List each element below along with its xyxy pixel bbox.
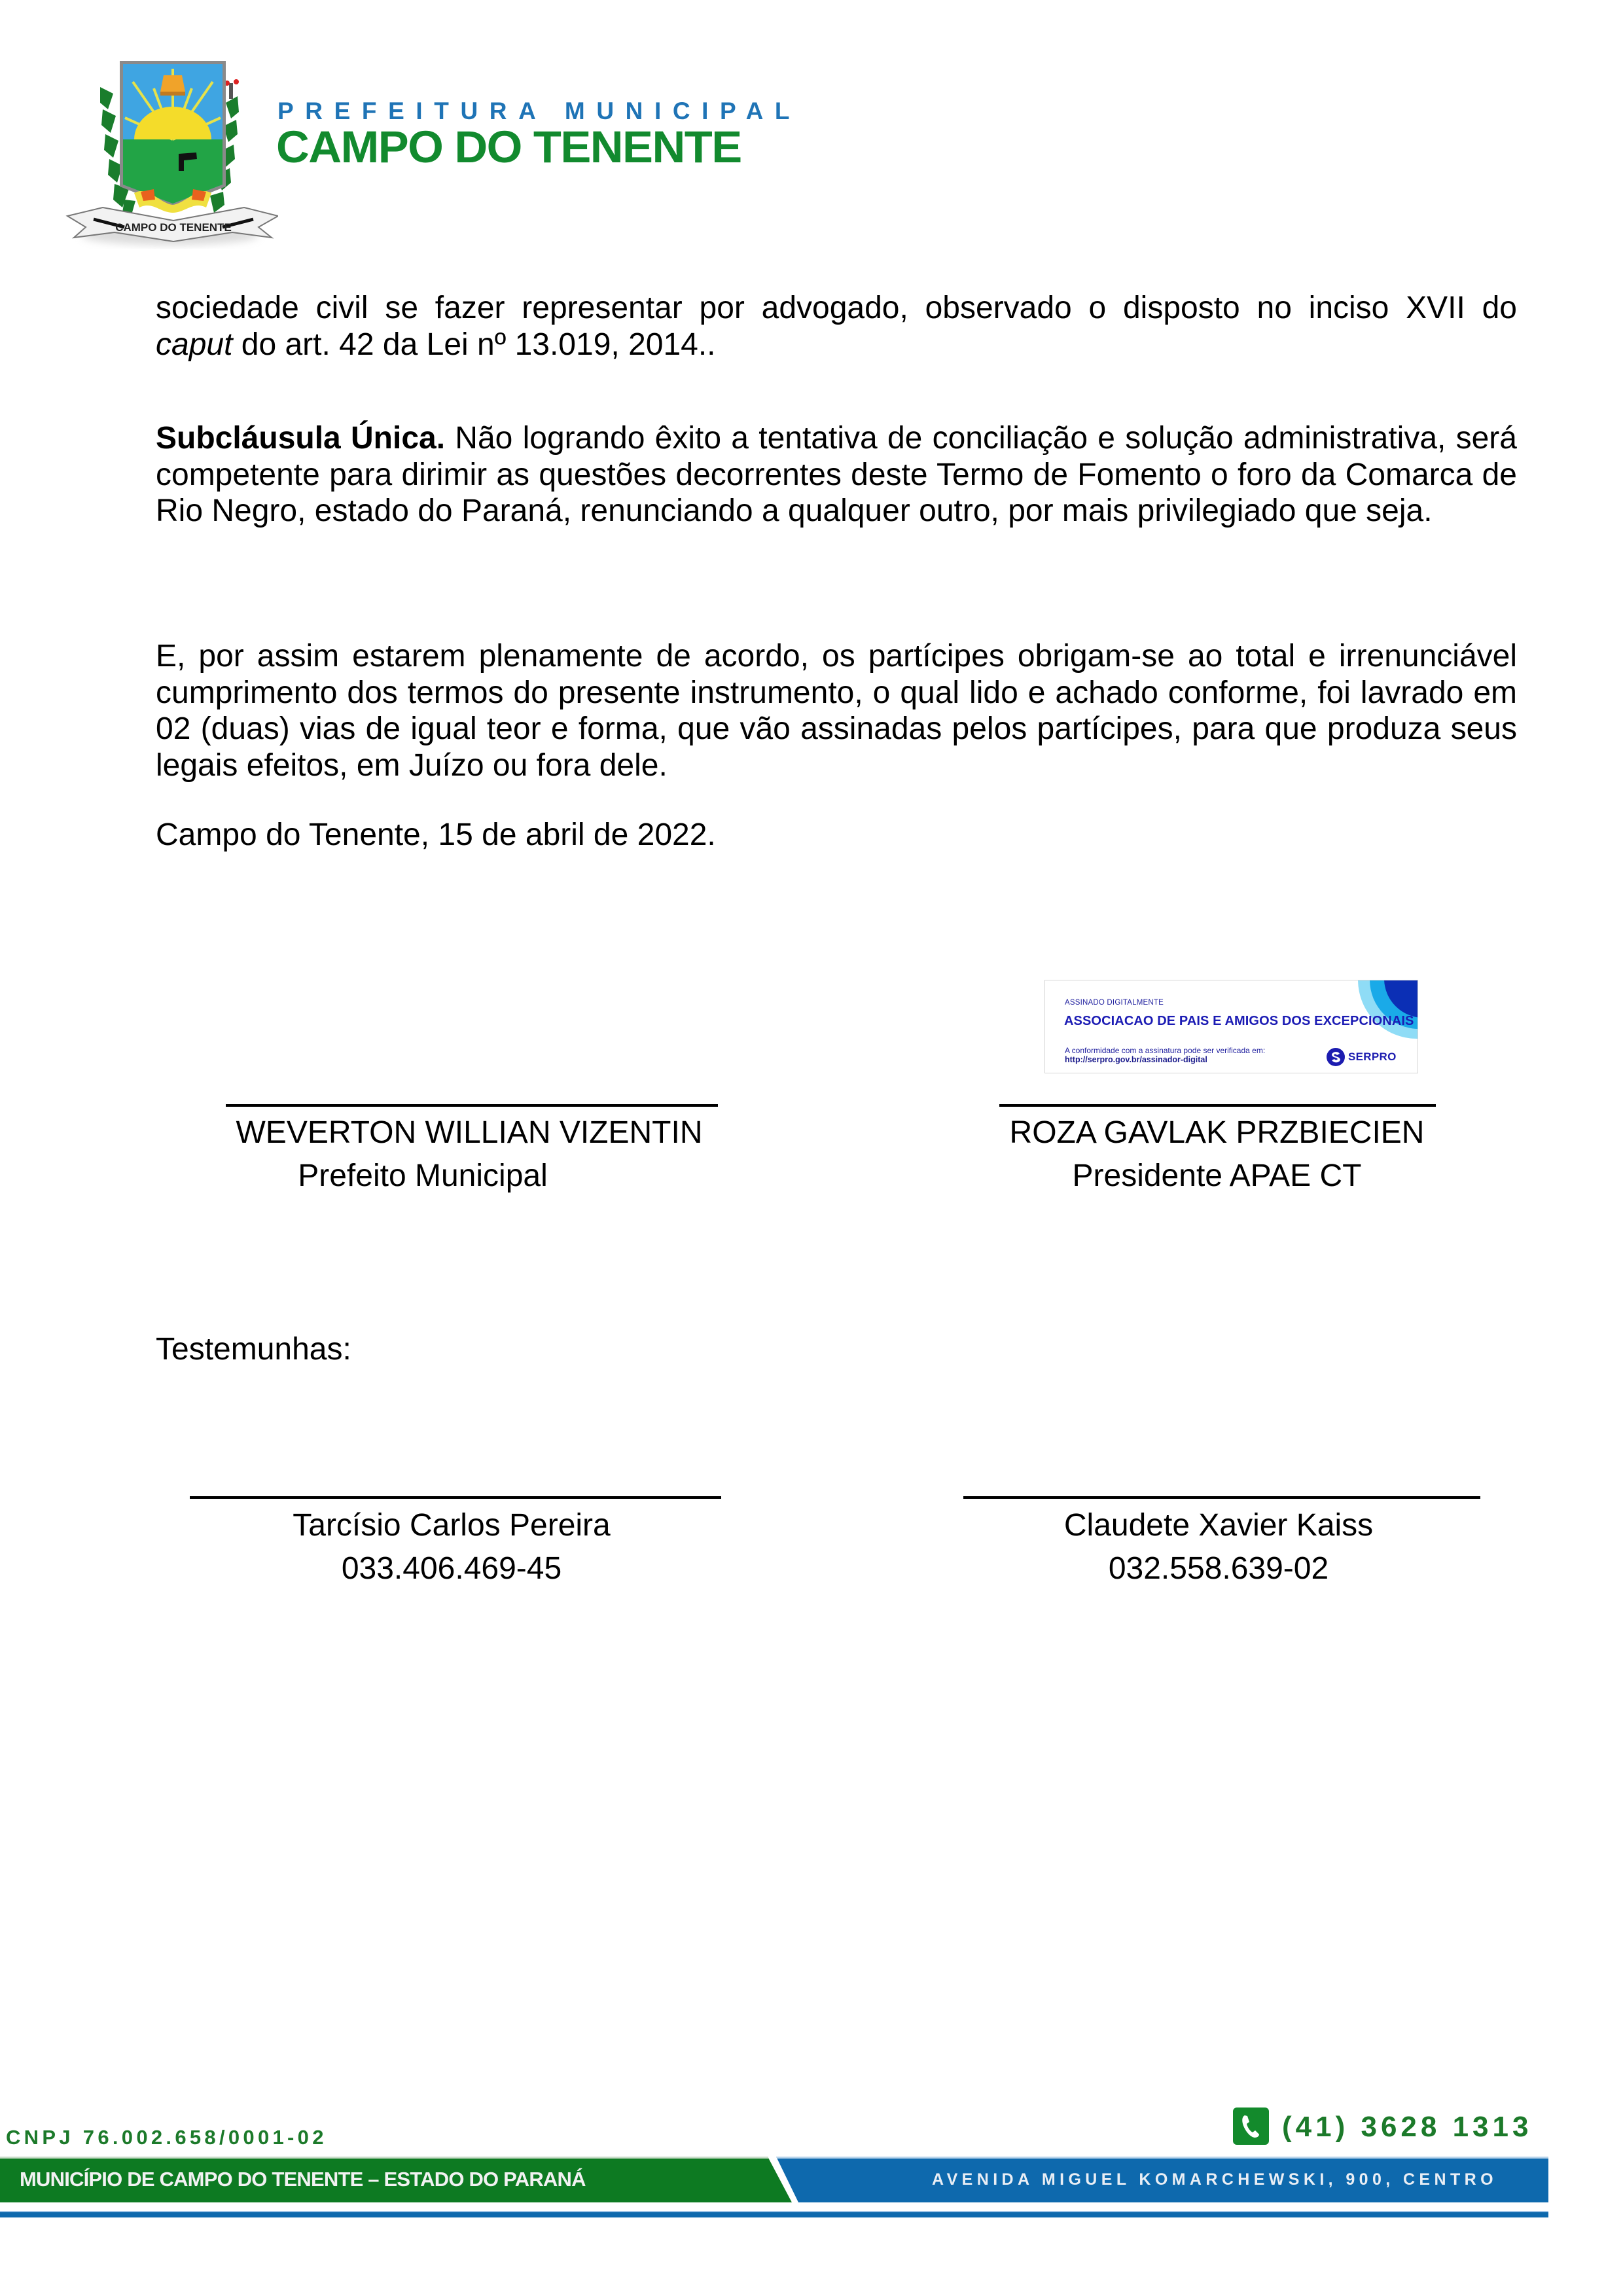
paragraph-1 (156, 290, 1517, 363)
crest-ribbon-text: CAMPO DO TENENTE (115, 221, 232, 234)
witness-2-name: Claudete Xavier Kaiss (1063, 1508, 1374, 1543)
paragraph-1-line-1: sociedade civil se fazer representar por advogado, observado o disposto no inciso XVII do (156, 291, 1517, 325)
phone-icon (1233, 2108, 1269, 2145)
signatory-name-mayor: WEVERTON WILLIAN VIZENTIN (236, 1115, 703, 1150)
signatory-name-president: ROZA GAVLAK PRZBIECIEN (1009, 1115, 1425, 1150)
signature-line-president (999, 1104, 1436, 1107)
signatory-role-mayor: Prefeito Municipal (298, 1158, 548, 1193)
agreement-text: E, por assim estarem plenamente de acordo, os partícipes obrigam-se ao total e irrenunciável cumprimento dos termos do presente instrumento, o qual lido e achado conforme, foi lavrado em 02 (duas) vias de igual teor e forma, que vão assinadas pelos partícipes, para que produza seus legais efeitos, em Juízo ou fora dele. (156, 639, 1517, 783)
serpro-logo-text: SERPRO (1348, 1050, 1397, 1063)
header-title: CAMPO DO TENENTE (276, 122, 741, 172)
italic-caput: caput (156, 327, 233, 362)
footer-municipality: MUNICÍPIO DE CAMPO DO TENENTE – ESTADO DO PARANÁ (20, 2168, 586, 2191)
stamp-verify-text: A conformidade com a assinatura pode ser verificada em: (1065, 1046, 1266, 1055)
witness-2-cpf: 032.558.639-02 (1108, 1551, 1329, 1586)
footer-phone: (41) 3628 1313 (1282, 2111, 1533, 2143)
stamp-label: ASSINADO DIGITALMENTE (1065, 999, 1164, 1007)
signature-line-witness-1 (190, 1496, 721, 1499)
digital-signature-stamp (1044, 980, 1418, 1073)
subclause-heading: Subcláusula Única. (156, 421, 446, 456)
paragraph-subclause (156, 420, 1517, 529)
witness-1-cpf: 033.406.469-45 (341, 1551, 562, 1586)
paragraph-agreement (156, 638, 1517, 783)
serpro-logo (1327, 1047, 1397, 1067)
paragraph-1-rest: do art. 42 da Lei nº 13.019, 2014.. (232, 327, 716, 362)
witness-1-name: Tarcísio Carlos Pereira (293, 1508, 611, 1543)
signature-line-mayor (226, 1104, 718, 1107)
witnesses-label: Testemunhas: (156, 1332, 351, 1367)
signature-line-witness-2 (963, 1496, 1480, 1499)
coat-of-arms-logo (62, 56, 278, 249)
footer-thin-blue-rule (0, 2211, 1548, 2217)
serpro-logo-icon (1327, 1048, 1345, 1066)
stamp-signer-name: ASSOCIACAO DE PAIS E AMIGOS DOS EXCEPCIONAIS (1064, 1014, 1414, 1028)
date-line: Campo do Tenente, 15 de abril de 2022. (156, 817, 716, 852)
paragraph-1-line-2 (156, 327, 1517, 363)
stamp-circles-decoration (1358, 980, 1418, 1041)
stamp-verify-url[interactable]: http://serpro.gov.br/assinador-digital (1065, 1055, 1207, 1064)
signatory-role-president: Presidente APAE CT (1072, 1158, 1362, 1193)
subclause-text: Não logrando êxito a tentativa de conciliação e solução administrativa, será competente para dirimir as questões decorrentes deste Termo de Fomento o foro da Comarca de Rio Negro, estado do Paraná, renunciando a qualquer outro, por mais privilegiado que seja. (156, 421, 1517, 528)
crest-icon (62, 56, 278, 249)
footer-cnpj: CNPJ 76.002.658/0001-02 (6, 2126, 327, 2149)
footer-address: AVENIDA MIGUEL KOMARCHEWSKI, 900, CENTRO (932, 2170, 1497, 2189)
header-subtitle: PREFEITURA MUNICIPAL (277, 98, 802, 124)
